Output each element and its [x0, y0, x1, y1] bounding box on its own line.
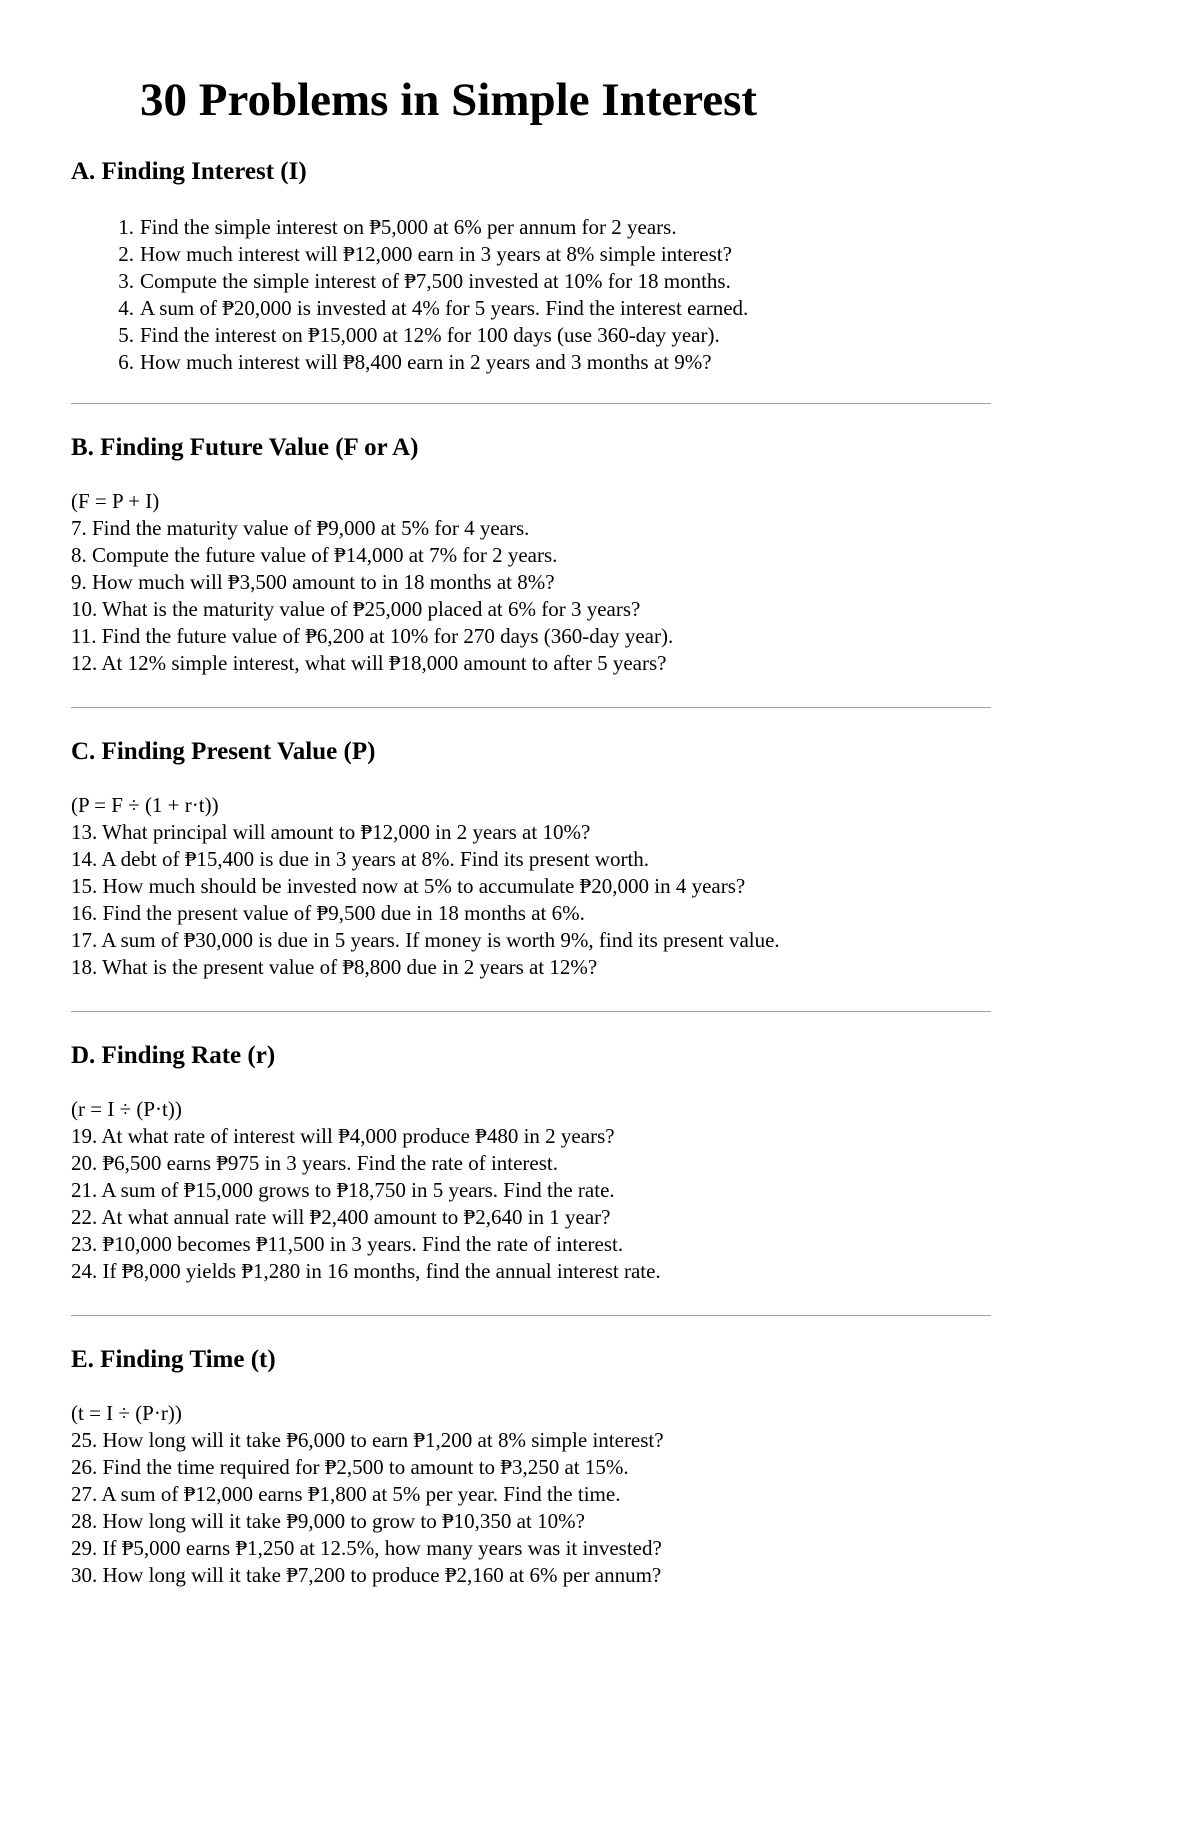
- list-item: 28. How long will it take ₱9,000 to grow to ₱10,350 at 10%?: [71, 1509, 585, 1533]
- section-divider: [71, 403, 991, 404]
- list-item: 25. How long will it take ₱6,000 to earn ₱1,200 at 8% simple interest?: [71, 1428, 664, 1452]
- list-item: 26. Find the time required for ₱2,500 to amount to ₱3,250 at 15%.: [71, 1455, 629, 1479]
- section-heading: C. Finding Present Value (P): [71, 738, 376, 765]
- section-finding-present-value: [71, 737, 991, 981]
- item-number: 5.: [118, 323, 134, 347]
- item-text: Find the interest on ₱15,000 at 12% for 100 days (use 360-day year).: [140, 323, 720, 347]
- formula: (F = P + I): [71, 489, 160, 513]
- list-item: 17. A sum of ₱30,000 is due in 5 years. If money is worth 9%, find its present value.: [71, 928, 780, 952]
- section-finding-rate: [71, 1041, 991, 1285]
- list-item: [71, 322, 991, 349]
- list-item: 13. What principal will amount to ₱12,000 in 2 years at 10%?: [71, 820, 591, 844]
- item-text: Find the simple interest on ₱5,000 at 6% per annum for 2 years.: [140, 215, 677, 239]
- section-heading: D. Finding Rate (r): [71, 1042, 276, 1069]
- list-item: [71, 268, 991, 295]
- item-number: 6.: [118, 350, 134, 374]
- list-item: 10. What is the maturity value of ₱25,000 placed at 6% for 3 years?: [71, 597, 641, 621]
- section-divider: [71, 1315, 991, 1316]
- problem-list: [71, 1123, 991, 1285]
- list-item: 12. At 12% simple interest, what will ₱18,000 amount to after 5 years?: [71, 651, 667, 675]
- section-finding-interest: [71, 157, 991, 376]
- formula: (t = I ÷ (P·r)): [71, 1401, 182, 1425]
- section-heading: A. Finding Interest (I): [71, 158, 307, 185]
- section-divider: [71, 707, 991, 708]
- section-divider: [71, 1011, 991, 1012]
- list-item: 27. A sum of ₱12,000 earns ₱1,800 at 5% per year. Find the time.: [71, 1482, 621, 1506]
- list-item: [71, 295, 991, 322]
- list-item: [71, 214, 991, 241]
- item-text: A sum of ₱20,000 is invested at 4% for 5 years. Find the interest earned.: [140, 296, 749, 320]
- list-item: 7. Find the maturity value of ₱9,000 at 5% for 4 years.: [71, 516, 530, 540]
- list-item: 8. Compute the future value of ₱14,000 at 7% for 2 years.: [71, 543, 558, 567]
- item-text: Compute the simple interest of ₱7,500 invested at 10% for 18 months.: [140, 269, 731, 293]
- problem-list: [71, 1427, 991, 1589]
- page-title: 30 Problems in Simple Interest: [140, 74, 758, 126]
- list-item: [71, 241, 991, 268]
- list-item: 11. Find the future value of ₱6,200 at 10% for 270 days (360-day year).: [71, 624, 674, 648]
- list-item: 18. What is the present value of ₱8,800 due in 2 years at 12%?: [71, 955, 598, 979]
- list-item: 23. ₱10,000 becomes ₱11,500 in 3 years. Find the rate of interest.: [71, 1232, 624, 1256]
- item-text: How much interest will ₱12,000 earn in 3 years at 8% simple interest?: [140, 242, 732, 266]
- list-item: 21. A sum of ₱15,000 grows to ₱18,750 in 5 years. Find the rate.: [71, 1178, 615, 1202]
- list-item: 16. Find the present value of ₱9,500 due in 18 months at 6%.: [71, 901, 585, 925]
- list-item: 15. How much should be invested now at 5% to accumulate ₱20,000 in 4 years?: [71, 874, 746, 898]
- item-number: 4.: [118, 296, 134, 320]
- list-item: 24. If ₱8,000 yields ₱1,280 in 16 months, find the annual interest rate.: [71, 1259, 661, 1283]
- list-item: 14. A debt of ₱15,400 is due in 3 years at 8%. Find its present worth.: [71, 847, 650, 871]
- list-item: 22. At what annual rate will ₱2,400 amount to ₱2,640 in 1 year?: [71, 1205, 611, 1229]
- item-text: How much interest will ₱8,400 earn in 2 years and 3 months at 9%?: [140, 350, 712, 374]
- item-number: 2.: [118, 242, 134, 266]
- list-item: 20. ₱6,500 earns ₱975 in 3 years. Find the rate of interest.: [71, 1151, 558, 1175]
- section-finding-future-value: [71, 433, 991, 677]
- list-item: 29. If ₱5,000 earns ₱1,250 at 12.5%, how many years was it invested?: [71, 1536, 662, 1560]
- list-item: 30. How long will it take ₱7,200 to produce ₱2,160 at 6% per annum?: [71, 1563, 662, 1587]
- item-number: 1.: [118, 215, 134, 239]
- section-heading: E. Finding Time (t): [71, 1346, 276, 1373]
- section-finding-time: [71, 1345, 991, 1589]
- problem-list: [71, 515, 991, 677]
- list-item: 9. How much will ₱3,500 amount to in 18 months at 8%?: [71, 570, 555, 594]
- problem-list: [71, 819, 991, 981]
- formula: (P = F ÷ (1 + r·t)): [71, 793, 219, 817]
- section-heading: B. Finding Future Value (F or A): [71, 434, 419, 461]
- problem-list: [71, 214, 991, 376]
- list-item: 19. At what rate of interest will ₱4,000 produce ₱480 in 2 years?: [71, 1124, 615, 1148]
- list-item: [71, 349, 991, 376]
- item-number: 3.: [118, 269, 134, 293]
- formula: (r = I ÷ (P·t)): [71, 1097, 182, 1121]
